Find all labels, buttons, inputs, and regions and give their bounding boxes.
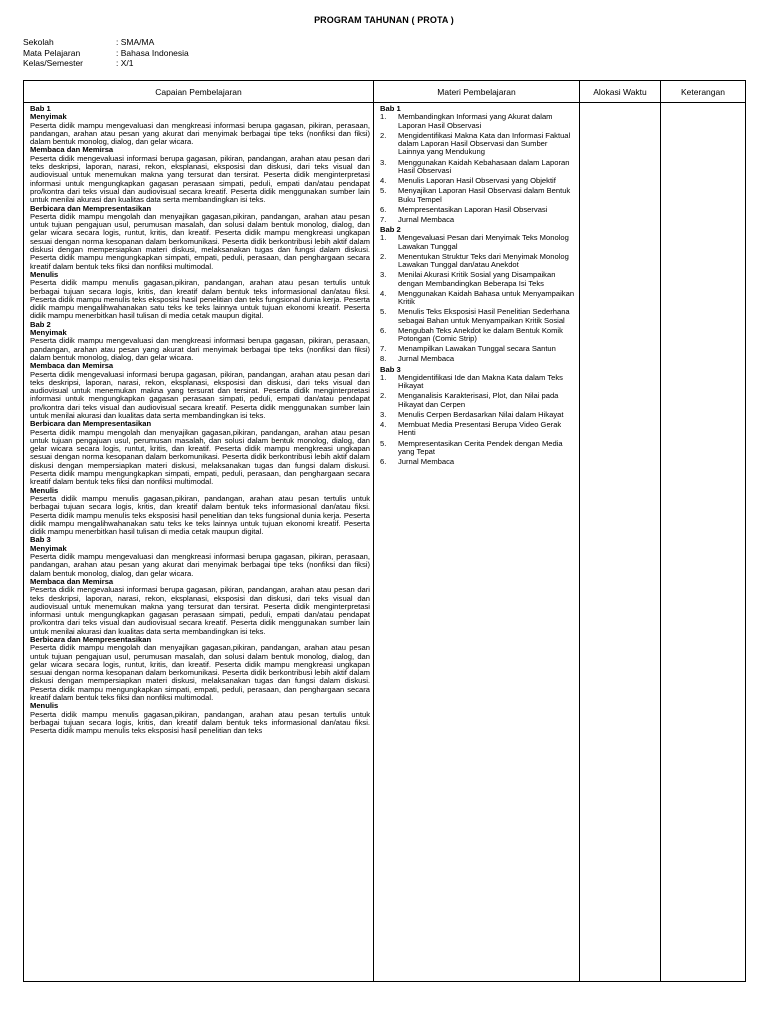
capaian-content (24, 103, 373, 981)
capaian-section-text: Peserta didik mengevaluasi informasi berupa gagasan, pikiran, pandangan, arahan atau pesan dari teks deskripsi, laporan, narasi, rekon, eksplanasi, eksposisi dan diskusi, dari teks visual dan audiovisual untuk menemukan makna yang tersurat dan tersirat. Peserta didik menginterpretasi informasi untuk mengungkapkan gagasan perasaan simpati, peduli, empati dan/atau pendapat pro/kontra dari teks visual dan audiovisual secara kreatif. Peserta didik menggunakan sumber lain untuk menilai akurasi dan kualitas data serta membandingkan isi teks. (30, 369, 370, 420)
materi-item-number: 3. (380, 270, 387, 280)
capaian-section-title: Berbicara dan Mempresentasikan (30, 203, 152, 213)
materi-bab-heading: Bab 2 (380, 225, 401, 235)
materi-list-item (380, 440, 575, 457)
materi-item-text: Menyajikan Laporan Hasil Observasi dalam Bentuk Buku Tempel (398, 186, 571, 204)
materi-list-item (380, 355, 575, 363)
materi-item-text: Menganalisis Karakterisasi, Plot, dan Nilai pada Hikayat dan Cerpen (398, 391, 559, 409)
capaian-section-title: Menyimak (30, 328, 67, 338)
materi-item-text: Menulis Teks Eksposisi Hasil Penelitian Sederhana sebagai Bahan untuk Menyampaikan Kritik Sosial (398, 307, 570, 325)
materi-list-item (380, 159, 575, 176)
meta-label: Sekolah (23, 37, 54, 47)
materi-list (380, 113, 575, 224)
capaian-section-title: Berbicara dan Mempresentasikan (30, 419, 152, 429)
materi-list-item (380, 421, 575, 438)
materi-item-text: Menilai Akurasi Kritik Sosial yang Disampaikan dengan Membandingkan Beberapa Isi Teks (398, 270, 556, 288)
materi-item-number: 7. (380, 214, 387, 224)
header-capaian: Capaian Pembelajaran (24, 81, 374, 103)
header-alokasi: Alokasi Waktu (580, 81, 661, 103)
table-row (24, 103, 746, 982)
materi-list (380, 374, 575, 466)
materi-item-number: 6. (380, 204, 387, 214)
prota-table (23, 80, 746, 982)
materi-list-item (380, 234, 575, 251)
table-header-row (24, 81, 746, 103)
meta-label: Mata Pelajaran (23, 47, 81, 58)
capaian-section-text: Peserta didik mampu mengolah dan menyajikan gagasan,pikiran, pandangan, arahan atau pesan untuk tujuan pengajuan usul, perumusan masalah, dan solusi dalam bentuk monolog, dialog, dan gelar wicara secara logis, runtut, kritis, dan kreatif. Peserta didik mampu mengkreasi ungkapan sesuai dengan norma kesopanan dalam berkomunikasi. Peserta didik berkontribusi lebih aktif dalam diskusi dengan mempersiapkan materi diskusi, melaksanakan tugas dan fungsi dalam diskusi. Peserta didik mampu mengungkapkan simpati, empati, peduli, perasaan, dan penghargaan secara kreatif dalam bentuk teks fiksi dan nonfiksi multimodal. (30, 427, 370, 487)
materi-item-number: 5. (380, 307, 387, 317)
materi-item-number: 1. (380, 233, 387, 243)
capaian-section-title: Berbicara dan Mempresentasikan (30, 635, 152, 644)
materi-list-item (380, 411, 575, 419)
capaian-section-title: Menulis (30, 701, 59, 711)
materi-item-text: Mengubah Teks Anekdot ke dalam Bentuk Komik Potongan (Comic Strip) (398, 325, 563, 344)
materi-item-number: 4. (380, 288, 387, 298)
materi-item-number: 7. (380, 344, 387, 354)
materi-item-text: Jurnal Membaca (398, 214, 455, 224)
document-meta (23, 37, 189, 69)
materi-item-number: 4. (380, 420, 387, 430)
materi-item-text: Menggunakan Kaidah Bahasa untuk Menyampaikan Kritik (398, 288, 575, 307)
capaian-cell (24, 103, 374, 982)
capaian-section-text: Peserta didik mampu menulis gagasan,pikiran, pandangan, arahan atau pesan tertulis untuk berbagai tujuan secara logis, kritis, dan kreatif dalam bentuk teks informasional dan/atau fiksi. Peserta didik mampu menulis teks eksposisi hasil penelitian dan teks (30, 709, 370, 736)
materi-item-number: 2. (380, 391, 387, 401)
materi-item-number: 5. (380, 438, 387, 448)
capaian-bab-heading: Bab 1 (30, 104, 51, 113)
materi-item-text: Mempresentasikan Laporan Hasil Observasi (398, 204, 548, 214)
materi-item-number: 1. (380, 372, 387, 382)
header-keterangan: Keterangan (661, 81, 746, 103)
materi-item-text: Menulis Laporan Hasil Observasi yang Objektif (398, 176, 556, 186)
materi-list-item (380, 392, 575, 409)
materi-item-text: Menulis Cerpen Berdasarkan Nilai dalam Hikayat (398, 409, 564, 419)
materi-list (380, 234, 575, 363)
materi-list-item (380, 253, 575, 270)
capaian-bab-heading: Bab 3 (30, 535, 51, 545)
materi-list-item (380, 327, 575, 344)
materi-item-number: 6. (380, 457, 387, 467)
materi-item-text: Menampilkan Lawakan Tunggal secara Santun (398, 344, 556, 354)
materi-list-item (380, 216, 575, 224)
materi-list-item (380, 206, 575, 214)
materi-item-number: 3. (380, 409, 387, 419)
materi-item-text: Membandingkan Informasi yang Akurat dalam Laporan Hasil Observasi (398, 112, 553, 130)
materi-cell (374, 103, 580, 982)
capaian-section-text: Peserta didik mampu menulis gagasan,pikiran, pandangan, arahan atau pesan tertulis untuk berbagai tujuan secara logis, kritis, dan kreatif dalam bentuk teks informasional dan/atau fiksi. Peserta didik mampu menulis teks eksposisi hasil penelitian dan teks fungsional dunia kerja. Peserta didik mampu mengalihwahanakan satu teks ke teks lainnya untuk tujuan ekonomi kreatif. Peserta didik mampu menerbitkan hasil tulisan di media cetak maupun digital. (30, 493, 370, 537)
materi-list-item (380, 458, 575, 466)
materi-list-item (380, 113, 575, 130)
meta-row-kelas (23, 58, 189, 69)
meta-row-sekolah (23, 37, 189, 48)
capaian-section-text: Peserta didik mampu mengevaluasi dan mengkreasi informasi berupa gagasan, pikiran, perasaan, pandangan, arahan atau pesan yang akurat dari menyimak berbagai tipe teks (nonfiksi dan fiksi) dalam bentuk monolog, dialog, dan gelar wicara. (30, 336, 370, 362)
capaian-section-text: Peserta didik mampu mengolah dan menyajikan gagasan,pikiran, pandangan, arahan atau pesan untuk tujuan pengajuan usul, perumusan masalah, dan solusi dalam bentuk monolog, dialog, dan gelar wicara secara logis, runtut, kritis, dan kreatif. Peserta didik mampu mengkreasi ungkapan sesuai dengan norma kesopanan dalam berkomunikasi. Peserta didik berkontribusi lebih aktif dalam diskusi dengan mempersiapkan materi diskusi, melaksanakan tugas dan fungsi dalam diskusi. Peserta didik mampu mengungkapkan simpati, empati, peduli, perasaan, dan penghargaan secara kreatif dalam bentuk teks fiksi dan nonfiksi multimodal. (30, 211, 370, 271)
materi-item-text: Mempresentasikan Cerita Pendek dengan Media yang Tepat (398, 438, 563, 456)
capaian-section-title: Menyimak (30, 112, 67, 122)
capaian-section-title: Menulis (30, 269, 59, 279)
capaian-section-title: Menyimak (30, 543, 67, 553)
materi-item-number: 4. (380, 176, 387, 186)
capaian-bab-heading: Bab 2 (30, 319, 51, 329)
materi-item-text: Membuat Media Presentasi Berupa Video Gerak Henti (398, 420, 562, 438)
materi-content (374, 103, 579, 981)
materi-list-item (380, 177, 575, 185)
header-materi: Materi Pembelajaran (374, 81, 580, 103)
capaian-section-text: Peserta didik mengevaluasi informasi berupa gagasan, pikiran, pandangan, arahan atau pesan dari teks deskripsi, laporan, narasi, rekon, eksplanasi, eksposisi dan diskusi, dari teks visual dan audiovisual untuk menemukan makna yang tersurat dan tersirat. Peserta didik menginterpretasi informasi untuk mengungkapkan gagasan perasaan simpati, peduli, empati dan/atau pendapat pro/kontra dari teks visual dan audiovisual secara kreatif. Peserta didik menggunakan sumber lain untuk menilai akurasi dan kualitas data serta membandingkan isi teks. (30, 153, 370, 205)
materi-item-number: 3. (380, 157, 387, 167)
keterangan-cell (661, 103, 746, 982)
materi-item-text: Menggunakan Kaidah Kebahasaan dalam Laporan Hasil Observasi (398, 157, 570, 175)
materi-item-text: Jurnal Membaca (398, 354, 455, 364)
materi-bab-heading: Bab 1 (380, 104, 401, 113)
materi-list-item (380, 271, 575, 288)
materi-item-text: Mengidentifikasi Makna Kata dan Informasi Faktual dalam Laporan Hasil Observasi dan Sumber Lainnya yang Mendukung (398, 130, 571, 157)
capaian-section-title: Membaca dan Memirsa (30, 576, 114, 586)
materi-item-number: 6. (380, 325, 387, 335)
materi-list-item (380, 187, 575, 204)
capaian-section-text: Peserta didik mengevaluasi informasi berupa gagasan, pikiran, pandangan, arahan atau pesan dari teks deskripsi, laporan, narasi, rekon, eksplanasi, eksposisi dan diskusi, dari teks visual dan audiovisual untuk menemukan makna yang tersurat dan tersirat. Peserta didik menginterpretasi informasi untuk mengungkapkan gagasan perasaan simpati, peduli, empati dan/atau pendapat pro/kontra dari teks visual dan audiovisual secara kreatif. Peserta didik menggunakan sumber lain untuk menilai akurasi dan kualitas data serta membandingkan isi teks. (30, 585, 370, 636)
meta-label: Kelas/Semester (23, 58, 83, 68)
materi-list-item (380, 132, 575, 157)
materi-item-number: 5. (380, 186, 387, 196)
materi-item-number: 8. (380, 354, 387, 364)
materi-list-item (380, 290, 575, 307)
document-title: PROGRAM TAHUNAN ( PROTA ) (314, 15, 454, 25)
capaian-section-title: Menulis (30, 485, 59, 495)
materi-list-item (380, 345, 575, 353)
materi-item-number: 2. (380, 130, 387, 140)
materi-item-text: Jurnal Membaca (398, 457, 455, 467)
capaian-section-text: Peserta didik mampu menulis gagasan,pikiran, pandangan, arahan atau pesan tertulis untuk berbagai tujuan secara logis, kritis, dan kreatif dalam bentuk teks informasional dan/atau fiksi. Peserta didik mampu menulis teks eksposisi hasil penelitian dan teks fungsional dunia kerja. Peserta didik mampu mengalihwahanakan satu teks ke teks lainnya untuk tujuan ekonomi kreatif. Peserta didik mampu menerbitkan hasil tulisan di media cetak maupun digital. (30, 278, 370, 321)
materi-list-item (380, 374, 575, 391)
capaian-section-text: Peserta didik mampu mengevaluasi dan mengkreasi informasi berupa gagasan, pikiran, perasaan, pandangan, arahan atau pesan yang akurat dari menyimak berbagai tipe teks (nonfiksi dan fiksi) dalam bentuk monolog, dialog, dan gelar wicara. (30, 120, 370, 147)
meta-value: : X/1 (116, 58, 134, 68)
capaian-section-title: Membaca dan Memirsa (30, 145, 114, 155)
capaian-section-text: Peserta didik mampu mengolah dan menyajikan gagasan,pikiran, pandangan, arahan atau pesan untuk tujuan pengajuan usul, perumusan masalah, dan solusi dalam bentuk monolog, dialog, dan gelar wicara secara logis, runtut, kritis, dan kreatif. Peserta didik mampu mengkreasi ungkapan sesuai dengan norma kesopanan dalam berkomunikasi. Peserta didik berkontribusi lebih aktif dalam diskusi dengan mempersiapkan materi diskusi, melaksanakan tugas dan fungsi dalam diskusi. Peserta didik mampu mengungkapkan simpati, empati, peduli, perasaan, dan penghargaan secara kreatif dalam bentuk teks fiksi dan nonfiksi multimodal. (30, 643, 370, 703)
capaian-section-text: Peserta didik mampu mengevaluasi dan mengkreasi informasi berupa gagasan, pikiran, perasaan, pandangan, arahan atau pesan yang akurat dari menyimak berbagai tipe teks (nonfiksi dan fiksi) dalam bentuk monolog, dialog, dan gelar wicara. (30, 552, 370, 578)
materi-item-text: Mengevaluasi Pesan dari Menyimak Teks Monolog Lawakan Tunggal (398, 233, 569, 251)
meta-value: : Bahasa Indonesia (116, 47, 189, 58)
materi-item-text: Menentukan Struktur Teks dari Menyimak Monolog Lawakan Tunggal dan/atau Anekdot (398, 251, 569, 270)
alokasi-cell (580, 103, 661, 982)
meta-value: : SMA/MA (116, 37, 155, 47)
materi-item-number: 2. (380, 251, 387, 261)
materi-bab-heading: Bab 3 (380, 364, 401, 374)
materi-list-item (380, 308, 575, 325)
capaian-section-title: Membaca dan Memirsa (30, 361, 114, 371)
materi-item-number: 1. (380, 112, 387, 122)
materi-item-text: Mengidentifikasi Ide dan Makna Kata dalam Teks Hikayat (398, 372, 563, 391)
meta-row-mapel (23, 48, 189, 59)
